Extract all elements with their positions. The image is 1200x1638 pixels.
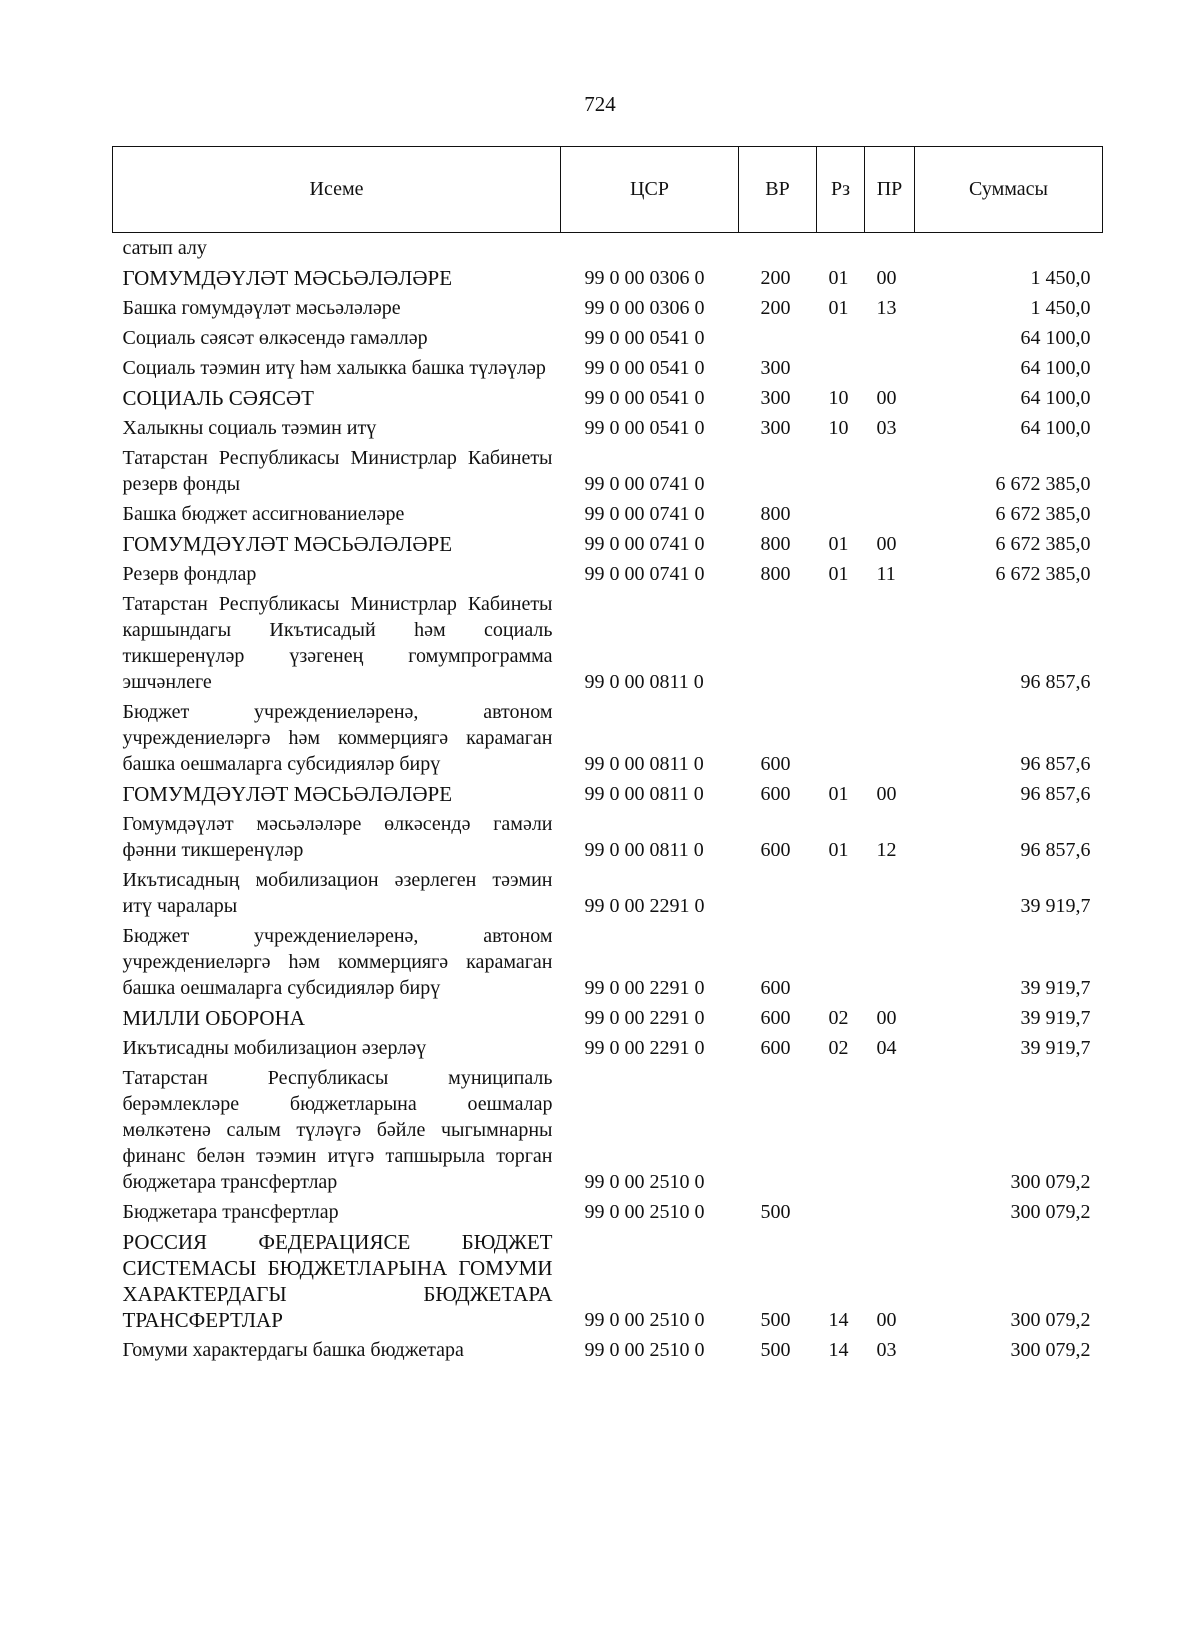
cell-csr: 99 0 00 0811 0 xyxy=(584,783,704,805)
cell-sum: 96 857,6 xyxy=(1020,753,1091,775)
header-sum: Суммасы xyxy=(915,147,1103,233)
cell-vr: 200 xyxy=(760,297,791,319)
cell-sum: 39 919,7 xyxy=(1020,895,1091,917)
cell-name: ГОМУМДӘҮЛӘТ МӘСЬӘЛӘЛӘРЕ xyxy=(122,532,453,556)
cell-vr: 300 xyxy=(760,387,791,409)
cell-name: СОЦИАЛЬ СӘЯСӘТ xyxy=(122,386,314,410)
cell-rz: 01 xyxy=(828,533,849,555)
cell-rz xyxy=(817,443,865,499)
cell-pr xyxy=(865,353,915,383)
cell-vr: 500 xyxy=(760,1309,791,1331)
cell-pr: 13 xyxy=(876,297,897,319)
cell-csr: 99 0 00 0541 0 xyxy=(584,327,705,349)
cell-pr: 00 xyxy=(876,533,897,555)
cell-rz xyxy=(817,499,865,529)
cell-pr: 00 xyxy=(876,387,897,409)
cell-vr: 600 xyxy=(760,1037,791,1059)
cell-sum: 64 100,0 xyxy=(1020,327,1091,349)
cell-csr: 99 0 00 2291 0 xyxy=(584,1037,705,1059)
cell-sum xyxy=(915,233,1103,264)
cell-rz: 01 xyxy=(828,783,849,805)
cell-sum: 6 672 385,0 xyxy=(995,563,1091,585)
cell-rz xyxy=(817,233,865,264)
cell-csr: 99 0 00 2510 0 xyxy=(584,1201,705,1223)
cell-sum: 39 919,7 xyxy=(1020,1007,1091,1029)
cell-vr: 600 xyxy=(760,783,791,805)
cell-vr: 600 xyxy=(760,977,791,999)
cell-csr: 99 0 00 0541 0 xyxy=(584,387,705,409)
cell-name: МИЛЛИ ОБОРОНА xyxy=(122,1006,305,1030)
cell-pr xyxy=(865,233,915,264)
cell-sum: 300 079,2 xyxy=(1010,1309,1091,1331)
table-row xyxy=(113,263,1103,293)
cell-rz: 01 xyxy=(828,267,849,289)
table-row xyxy=(113,865,1103,921)
cell-vr xyxy=(739,233,817,264)
table-row xyxy=(113,1063,1103,1197)
cell-rz: 10 xyxy=(828,417,849,439)
cell-vr: 800 xyxy=(760,533,791,555)
cell-sum: 300 079,2 xyxy=(1010,1201,1091,1223)
cell-name: Халыкны социаль тәэмин итү xyxy=(122,417,377,439)
table-row xyxy=(113,499,1103,529)
cell-name: ГОМУМДӘҮЛӘТ МӘСЬӘЛӘЛӘРЕ xyxy=(122,782,453,806)
cell-pr: 00 xyxy=(876,267,897,289)
cell-pr: 00 xyxy=(876,1007,897,1029)
cell-csr: 99 0 00 0741 0 xyxy=(584,533,705,555)
table-row xyxy=(113,1227,1103,1335)
cell-vr: 800 xyxy=(760,503,791,525)
cell-rz: 01 xyxy=(828,839,849,861)
cell-sum: 1 450,0 xyxy=(1030,297,1091,319)
table-row xyxy=(113,809,1103,865)
table-row xyxy=(113,383,1103,413)
cell-rz xyxy=(817,697,865,779)
table-body xyxy=(113,233,1103,1366)
cell-sum: 1 450,0 xyxy=(1030,267,1091,289)
cell-csr: 99 0 00 0811 0 xyxy=(584,753,704,775)
cell-rz: 10 xyxy=(828,387,849,409)
cell-sum: 96 857,6 xyxy=(1020,839,1091,861)
cell-vr: 500 xyxy=(760,1339,791,1361)
cell-name: Бюджет учреждениеләренә, автоном учреждениеләргә һәм коммерциягә карамаган башка оешмаларга субсидияләр бирү xyxy=(122,701,553,775)
cell-csr xyxy=(561,233,739,264)
header-row xyxy=(113,147,1103,233)
cell-pr xyxy=(865,865,915,921)
cell-csr: 99 0 00 0541 0 xyxy=(584,357,705,379)
table-row xyxy=(113,1197,1103,1227)
cell-sum: 6 672 385,0 xyxy=(995,533,1091,555)
cell-name: Татарстан Республикасы муниципаль берәмлекләре бюджетларына оешмалар мөлкәтенә салым түләүгә бәйле чыгымнарны финанс белән тәэмин итүгә тапшырыла торган бюджетара трансфертлар xyxy=(122,1067,553,1193)
table-row xyxy=(113,697,1103,779)
cell-name: Татарстан Республикасы Министрлар Кабинеты каршындагы Икътисадый һәм социаль тикшеренүләр үзәгенең гомумпрограмма эшчәнлеге xyxy=(122,593,553,693)
cell-name: Резерв фондлар xyxy=(122,563,257,585)
cell-pr: 12 xyxy=(876,839,897,861)
header-pr: ПР xyxy=(865,147,915,233)
header-name: Исеме xyxy=(113,147,561,233)
cell-vr: 600 xyxy=(760,753,791,775)
cell-vr: 300 xyxy=(760,417,791,439)
cell-vr xyxy=(739,443,817,499)
cell-pr xyxy=(865,499,915,529)
cell-csr: 99 0 00 0541 0 xyxy=(584,417,705,439)
cell-rz xyxy=(817,353,865,383)
cell-csr: 99 0 00 0741 0 xyxy=(584,473,705,495)
cell-rz xyxy=(817,323,865,353)
header-csr: ЦСР xyxy=(561,147,739,233)
cell-name: Татарстан Республикасы Министрлар Кабинеты резерв фонды xyxy=(122,447,553,495)
cell-name: Башка гомумдәүләт мәсьәләләре xyxy=(122,297,401,319)
cell-csr: 99 0 00 0306 0 xyxy=(584,267,705,289)
cell-vr xyxy=(739,1063,817,1197)
cell-sum: 96 857,6 xyxy=(1020,783,1091,805)
cell-rz xyxy=(817,1197,865,1227)
cell-rz xyxy=(817,1063,865,1197)
cell-sum: 64 100,0 xyxy=(1020,387,1091,409)
cell-pr xyxy=(865,921,915,1003)
cell-rz: 01 xyxy=(828,297,849,319)
cell-pr: 03 xyxy=(876,1339,897,1361)
cell-pr xyxy=(865,1063,915,1197)
cell-rz xyxy=(817,865,865,921)
cell-name: сатып алу xyxy=(122,237,207,259)
cell-name: Икътисадны мобилизацион әзерләү xyxy=(122,1037,427,1059)
cell-vr xyxy=(739,865,817,921)
cell-rz: 14 xyxy=(828,1339,849,1361)
cell-sum: 39 919,7 xyxy=(1020,977,1091,999)
cell-csr: 99 0 00 2291 0 xyxy=(584,977,705,999)
cell-sum: 39 919,7 xyxy=(1020,1037,1091,1059)
cell-sum: 6 672 385,0 xyxy=(995,473,1091,495)
table-header xyxy=(113,147,1103,233)
cell-name: Башка бюджет ассигнованиеләре xyxy=(122,503,405,525)
header-vr: ВР xyxy=(739,147,817,233)
cell-pr: 11 xyxy=(876,563,896,585)
cell-vr: 600 xyxy=(760,1007,791,1029)
cell-name: Гомуми характердагы башка бюджетара xyxy=(122,1339,464,1361)
cell-name: Бюджет учреждениеләренә, автоном учреждениеләргә һәм коммерциягә карамаган башка оешмаларга субсидияләр бирү xyxy=(122,925,553,999)
cell-csr: 99 0 00 0811 0 xyxy=(584,839,704,861)
cell-csr: 99 0 00 2291 0 xyxy=(584,895,705,917)
cell-rz xyxy=(817,921,865,1003)
cell-pr xyxy=(865,589,915,697)
cell-pr xyxy=(865,1197,915,1227)
cell-name: РОССИЯ ФЕДЕРАЦИЯСЕ БЮДЖЕТ СИСТЕМАСЫ БЮДЖЕТЛАРЫНА ГОМУМИ ХАРАКТЕРДАГЫ БЮДЖЕТАРА ТРАНСФЕРТЛАР xyxy=(122,1230,553,1332)
table-row xyxy=(113,779,1103,809)
table-row xyxy=(113,413,1103,443)
cell-sum: 64 100,0 xyxy=(1020,417,1091,439)
cell-vr: 800 xyxy=(760,563,791,585)
table-row xyxy=(113,1335,1103,1365)
cell-vr: 500 xyxy=(760,1201,791,1223)
table-row xyxy=(113,443,1103,499)
cell-pr xyxy=(865,323,915,353)
cell-vr xyxy=(739,323,817,353)
cell-name: ГОМУМДӘҮЛӘТ МӘСЬӘЛӘЛӘРЕ xyxy=(122,266,453,290)
cell-pr: 00 xyxy=(876,783,897,805)
cell-rz: 14 xyxy=(828,1309,849,1331)
budget-table xyxy=(112,146,1103,1365)
table-row xyxy=(113,323,1103,353)
cell-rz xyxy=(817,589,865,697)
cell-vr: 200 xyxy=(760,267,791,289)
cell-csr: 99 0 00 0306 0 xyxy=(584,297,705,319)
cell-sum: 6 672 385,0 xyxy=(995,503,1091,525)
table-row xyxy=(113,293,1103,323)
table-row xyxy=(113,589,1103,697)
cell-csr: 99 0 00 0811 0 xyxy=(584,671,704,693)
cell-vr: 600 xyxy=(760,839,791,861)
cell-pr: 00 xyxy=(876,1309,897,1331)
table-row xyxy=(113,559,1103,589)
cell-name: Социаль сәясәт өлкәсендә гамәлләр xyxy=(122,327,428,349)
cell-rz: 02 xyxy=(828,1007,849,1029)
cell-rz: 01 xyxy=(828,563,849,585)
page-number: 724 xyxy=(584,92,616,116)
cell-pr xyxy=(865,443,915,499)
cell-pr: 04 xyxy=(876,1037,897,1059)
cell-vr xyxy=(739,589,817,697)
table-row xyxy=(113,529,1103,559)
cell-csr: 99 0 00 0741 0 xyxy=(584,503,705,525)
cell-vr: 300 xyxy=(760,357,791,379)
cell-pr xyxy=(865,697,915,779)
table-row xyxy=(113,233,1103,264)
table-row xyxy=(113,921,1103,1003)
cell-rz: 02 xyxy=(828,1037,849,1059)
cell-name: Икътисадның мобилизацион әзерлеген тәэмин итү чаралары xyxy=(122,869,553,917)
cell-csr: 99 0 00 2291 0 xyxy=(584,1007,705,1029)
cell-sum: 96 857,6 xyxy=(1020,671,1091,693)
table-row xyxy=(113,1033,1103,1063)
cell-sum: 64 100,0 xyxy=(1020,357,1091,379)
cell-name: Социаль тәэмин итү һәм халыкка башка түләүләр xyxy=(122,357,546,379)
cell-sum: 300 079,2 xyxy=(1010,1171,1091,1193)
table-row xyxy=(113,1003,1103,1033)
cell-name: Гомумдәүләт мәсьәләләре өлкәсендә гамәли фәнни тикшеренүләр xyxy=(122,813,553,861)
cell-pr: 03 xyxy=(876,417,897,439)
cell-csr: 99 0 00 2510 0 xyxy=(584,1171,705,1193)
table-row xyxy=(113,353,1103,383)
cell-csr: 99 0 00 2510 0 xyxy=(584,1309,705,1331)
header-rz: Рз xyxy=(817,147,865,233)
cell-csr: 99 0 00 0741 0 xyxy=(584,563,705,585)
cell-sum: 300 079,2 xyxy=(1010,1339,1091,1361)
cell-name: Бюджетара трансфертлар xyxy=(122,1201,339,1223)
cell-csr: 99 0 00 2510 0 xyxy=(584,1339,705,1361)
